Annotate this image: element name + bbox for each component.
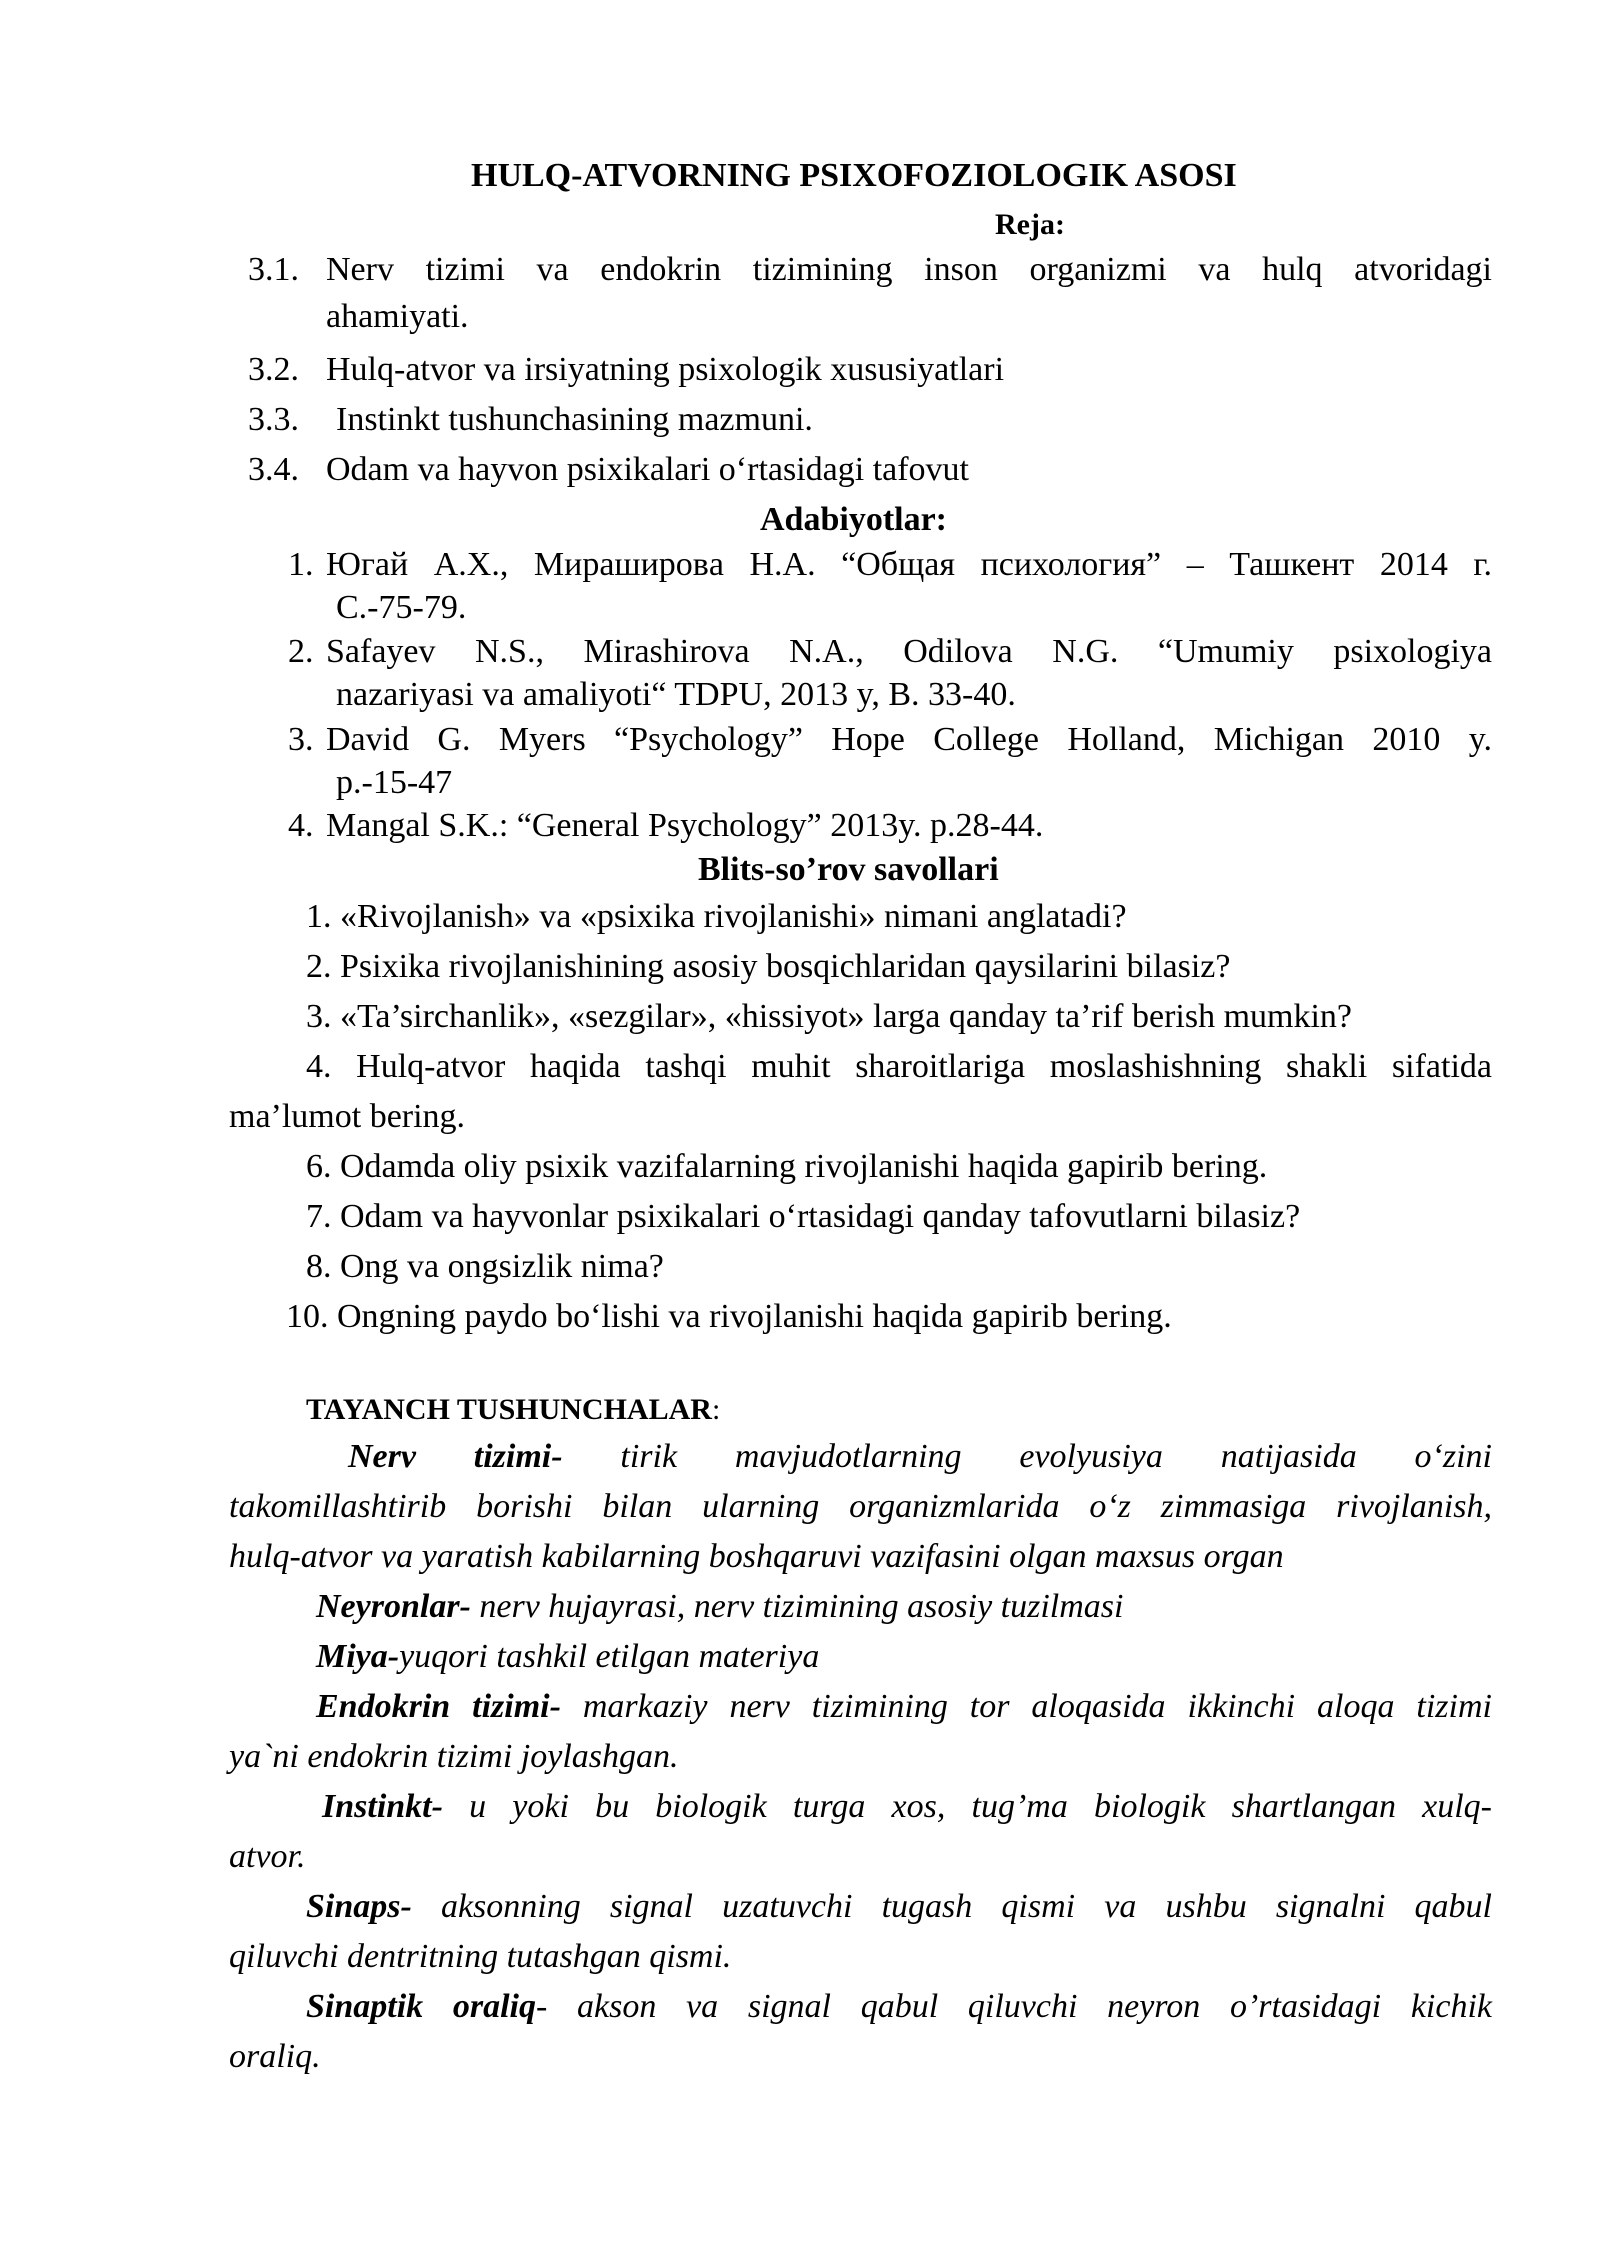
concepts-heading-text: TAYANCH TUSHUNCHALAR <box>306 1393 712 1426</box>
literature-item-number: 4. <box>288 807 314 844</box>
concept-text: qiluvchi dentritning tutashgan qismi. <box>229 1938 732 1975</box>
literature-item-text: Mangal S.K.: “General Psychology” 2013y. p.28-44. <box>326 807 1044 844</box>
concept-text: aksonning signal uzatuvchi tugash qismi va ushbu signalni qabul <box>411 1888 1492 1925</box>
concept-text: tirik mavjudotlarning evolyusiya natijasida o‘zini <box>620 1438 1492 1475</box>
literature-heading: Adabiyotlar: <box>760 501 947 538</box>
concept-definition <box>316 1637 819 1677</box>
literature-item-text: p.-15-47 <box>336 764 453 801</box>
concept-term: Nerv tizimi- <box>348 1438 563 1475</box>
literature-item-text: David G. Myers “Psychology” Hope College Holland, Michigan 2010 y. <box>326 721 1492 758</box>
concept-text: atvor. <box>229 1838 306 1875</box>
quiz-question: 7. Odam va hayvonlar psixikalari o‘rtasidagi qanday tafovutlarni bilasiz? <box>306 1198 1301 1235</box>
quiz-question: 3. «Ta’sirchanlik», «sezgilar», «hissiyot» larga qanday ta’rif berish mumkin? <box>306 998 1353 1035</box>
quiz-question: 4. Hulq-atvor haqida tashqi muhit sharoitlariga moslashishning shakli sifatida <box>306 1048 1492 1085</box>
concept-definition <box>322 1787 1492 1827</box>
concept-term: Sinaps- <box>306 1888 412 1925</box>
quiz-heading: Blits-so’rov savollari <box>698 851 999 888</box>
plan-item-text: ahamiyati. <box>326 298 469 335</box>
plan-item-text: Odam va hayvon psixikalari o‘rtasidagi tafovut <box>326 451 969 488</box>
concept-term: Sinaptik oraliq <box>306 1988 536 2025</box>
concept-text: - akson va signal qabul qiluvchi neyron o’rtasidagi kichik <box>536 1988 1492 2025</box>
quiz-question: 8. Ong va ongsizlik nima? <box>306 1248 664 1285</box>
concept-definition <box>316 1687 1492 1727</box>
concept-text: oraliq. <box>229 2038 321 2075</box>
literature-item-number: 3. <box>288 721 314 758</box>
concept-definition <box>306 1887 1492 1927</box>
concept-text: u yoki bu biologik turga xos, tug’ma biologik shartlangan xulq- <box>442 1788 1492 1825</box>
concept-text: takomillashtirib borishi bilan ularning organizmlarida o‘z zimmasiga rivojlanish, <box>229 1488 1492 1525</box>
page-title: HULQ-ATVORNING PSIXOFOZIOLOGIK ASOSI <box>471 157 1237 194</box>
concept-term: Endokrin tizimi- <box>316 1688 561 1725</box>
quiz-question: 1. «Rivojlanish» va «psixika rivojlanishi» nimani anglatadi? <box>306 898 1127 935</box>
concept-text: markaziy nerv tizimining tor aloqasida ikkinchi aloqa tizimi <box>560 1688 1492 1725</box>
literature-item-text: С.-75-79. <box>336 589 467 626</box>
quiz-question-continuation: ma’lumot bering. <box>229 1098 466 1135</box>
literature-item-text: Югай А.Х., Мирашировa Н.А. “Общая психология” – Ташкент 2014 г. <box>326 546 1492 583</box>
plan-item-number: 3.2. <box>248 351 299 388</box>
plan-heading: Reja: <box>995 208 1065 241</box>
concept-text: nerv hujayrasi, nerv tizimining asosiy tuzilmasi <box>470 1588 1124 1625</box>
literature-item-text: Safayev N.S., Mirashirova N.A., Odilova N.G. “Umumiy psixologiya <box>326 633 1492 670</box>
plan-item-text: Nerv tizimi va endokrin tizimining inson organizmi va hulq atvoridagi <box>326 251 1492 288</box>
concepts-heading <box>306 1390 720 1430</box>
concept-text: hulq-atvor va yaratish kabilarning boshqaruvi vazifasini olgan maxsus organ <box>229 1538 1284 1575</box>
plan-item-number: 3.3. <box>248 401 299 438</box>
literature-item-text: nazariyasi va amaliyoti“ TDPU, 2013 y, B. 33-40. <box>336 676 1016 713</box>
plan-item-text: Instinkt tushunchasining mazmuni. <box>336 401 813 438</box>
quiz-question: 10. Ongning paydo bo‘lishi va rivojlanishi haqida gapirib bering. <box>286 1298 1172 1335</box>
concept-definition <box>316 1587 1123 1627</box>
plan-item-text: Hulq-atvor va irsiyatning psixologik xususiyatlari <box>326 351 1005 388</box>
literature-item-number: 1. <box>288 546 314 583</box>
concepts-heading-colon: : <box>711 1393 721 1426</box>
concept-text: yuqori tashkil etilgan materiya <box>399 1638 820 1675</box>
plan-item-number: 3.4. <box>248 451 299 488</box>
concept-text: ya`ni endokrin tizimi joylashgan. <box>229 1738 679 1775</box>
quiz-question: 2. Psixika rivojlanishining asosiy bosqichlaridan qaysilarini bilasiz? <box>306 948 1231 985</box>
concept-term: Miya- <box>316 1638 400 1675</box>
plan-item-number: 3.1. <box>248 251 299 288</box>
concept-term: Instinkt- <box>322 1788 443 1825</box>
quiz-question: 6. Odamda oliy psixik vazifalarning rivojlanishi haqida gapirib bering. <box>306 1148 1268 1185</box>
concept-definition <box>306 1987 1492 2027</box>
concept-term: Neyronlar- <box>316 1588 471 1625</box>
concept-definition <box>348 1437 1492 1477</box>
literature-item-number: 2. <box>288 633 314 670</box>
